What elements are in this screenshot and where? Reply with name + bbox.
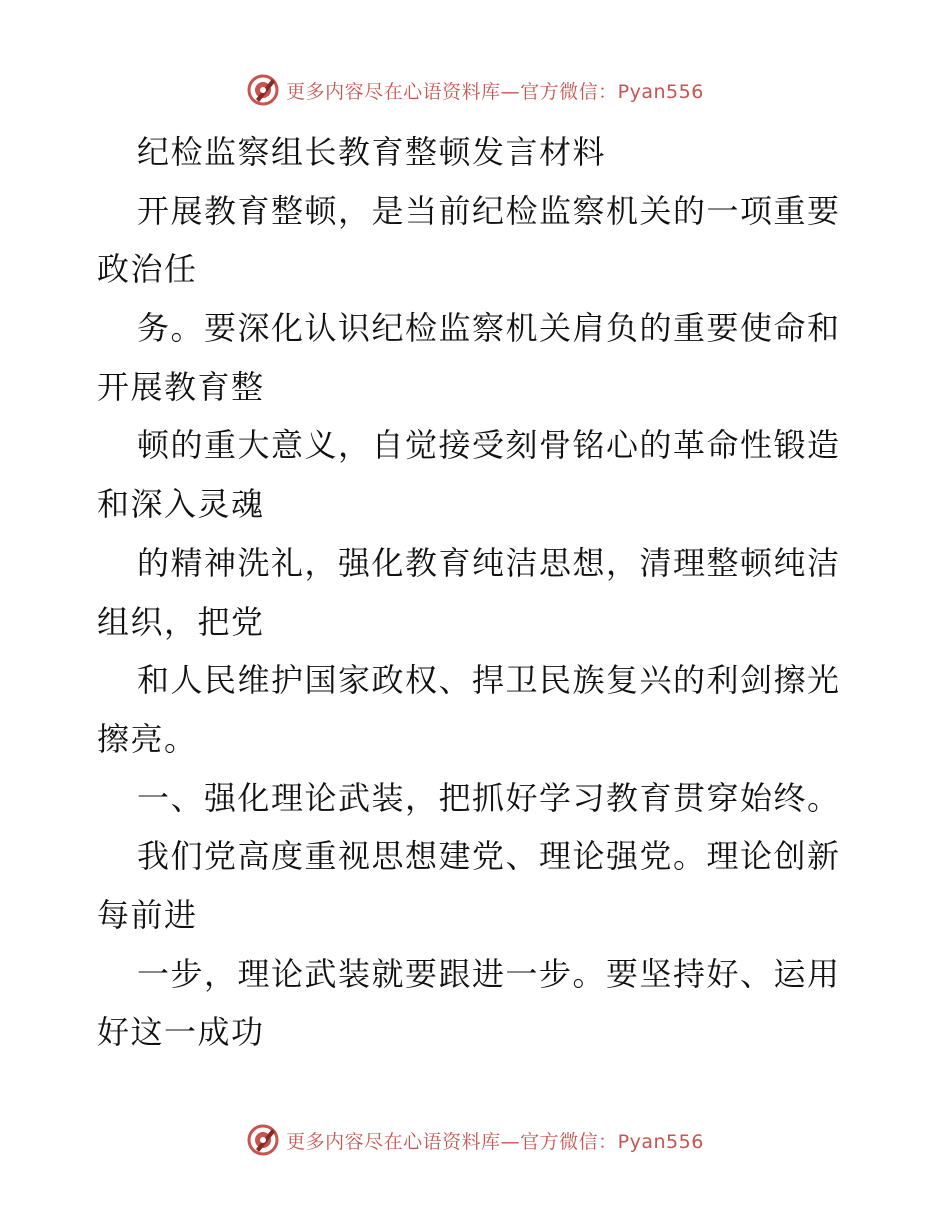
document-line: 每前进 [97,895,198,934]
document-line: 顿的重大意义，自觉接受刻骨铭心的革命性锻造 [137,426,841,465]
footer-banner [0,1120,950,1160]
document-line: 政治任 [97,250,198,289]
document-line: 的精神洗礼，强化教育纯洁思想，清理整顿纯洁 [137,543,841,582]
document-line: 开展教育整 [97,367,265,406]
pen-circle-logo-icon [246,1123,280,1157]
document-body [97,123,857,1062]
document-title: 纪检监察组长教育整顿发言材料 [137,133,607,171]
pen-circle-logo-icon [246,73,280,107]
document-line: 一步，理论武装就要跟进一步。要坚持好、运用 [137,954,841,993]
document-line: 开展教育整顿，是当前纪检监察机关的一项重要 [137,191,841,230]
document-line: 我们党高度重视思想建党、理论强党。理论创新 [137,837,841,876]
header-banner [0,70,950,110]
header-banner-text: 更多内容尽在心语资料库—官方微信：Pyan556 [286,80,704,103]
document-line: 和深入灵魂 [97,485,265,524]
document-line: 务。要深化认识纪检监察机关肩负的重要使命和 [137,309,841,348]
footer-banner-text: 更多内容尽在心语资料库—官方微信：Pyan556 [286,1130,704,1153]
document-line: 组织，把党 [97,602,265,641]
document-line: 好这一成功 [97,1013,265,1052]
document-line: 一、强化理论武装，把抓好学习教育贯穿始终。 [137,778,841,817]
document-line: 擦亮。 [97,719,198,758]
document-line: 和人民维护国家政权、捍卫民族复兴的利剑擦光 [137,661,841,700]
